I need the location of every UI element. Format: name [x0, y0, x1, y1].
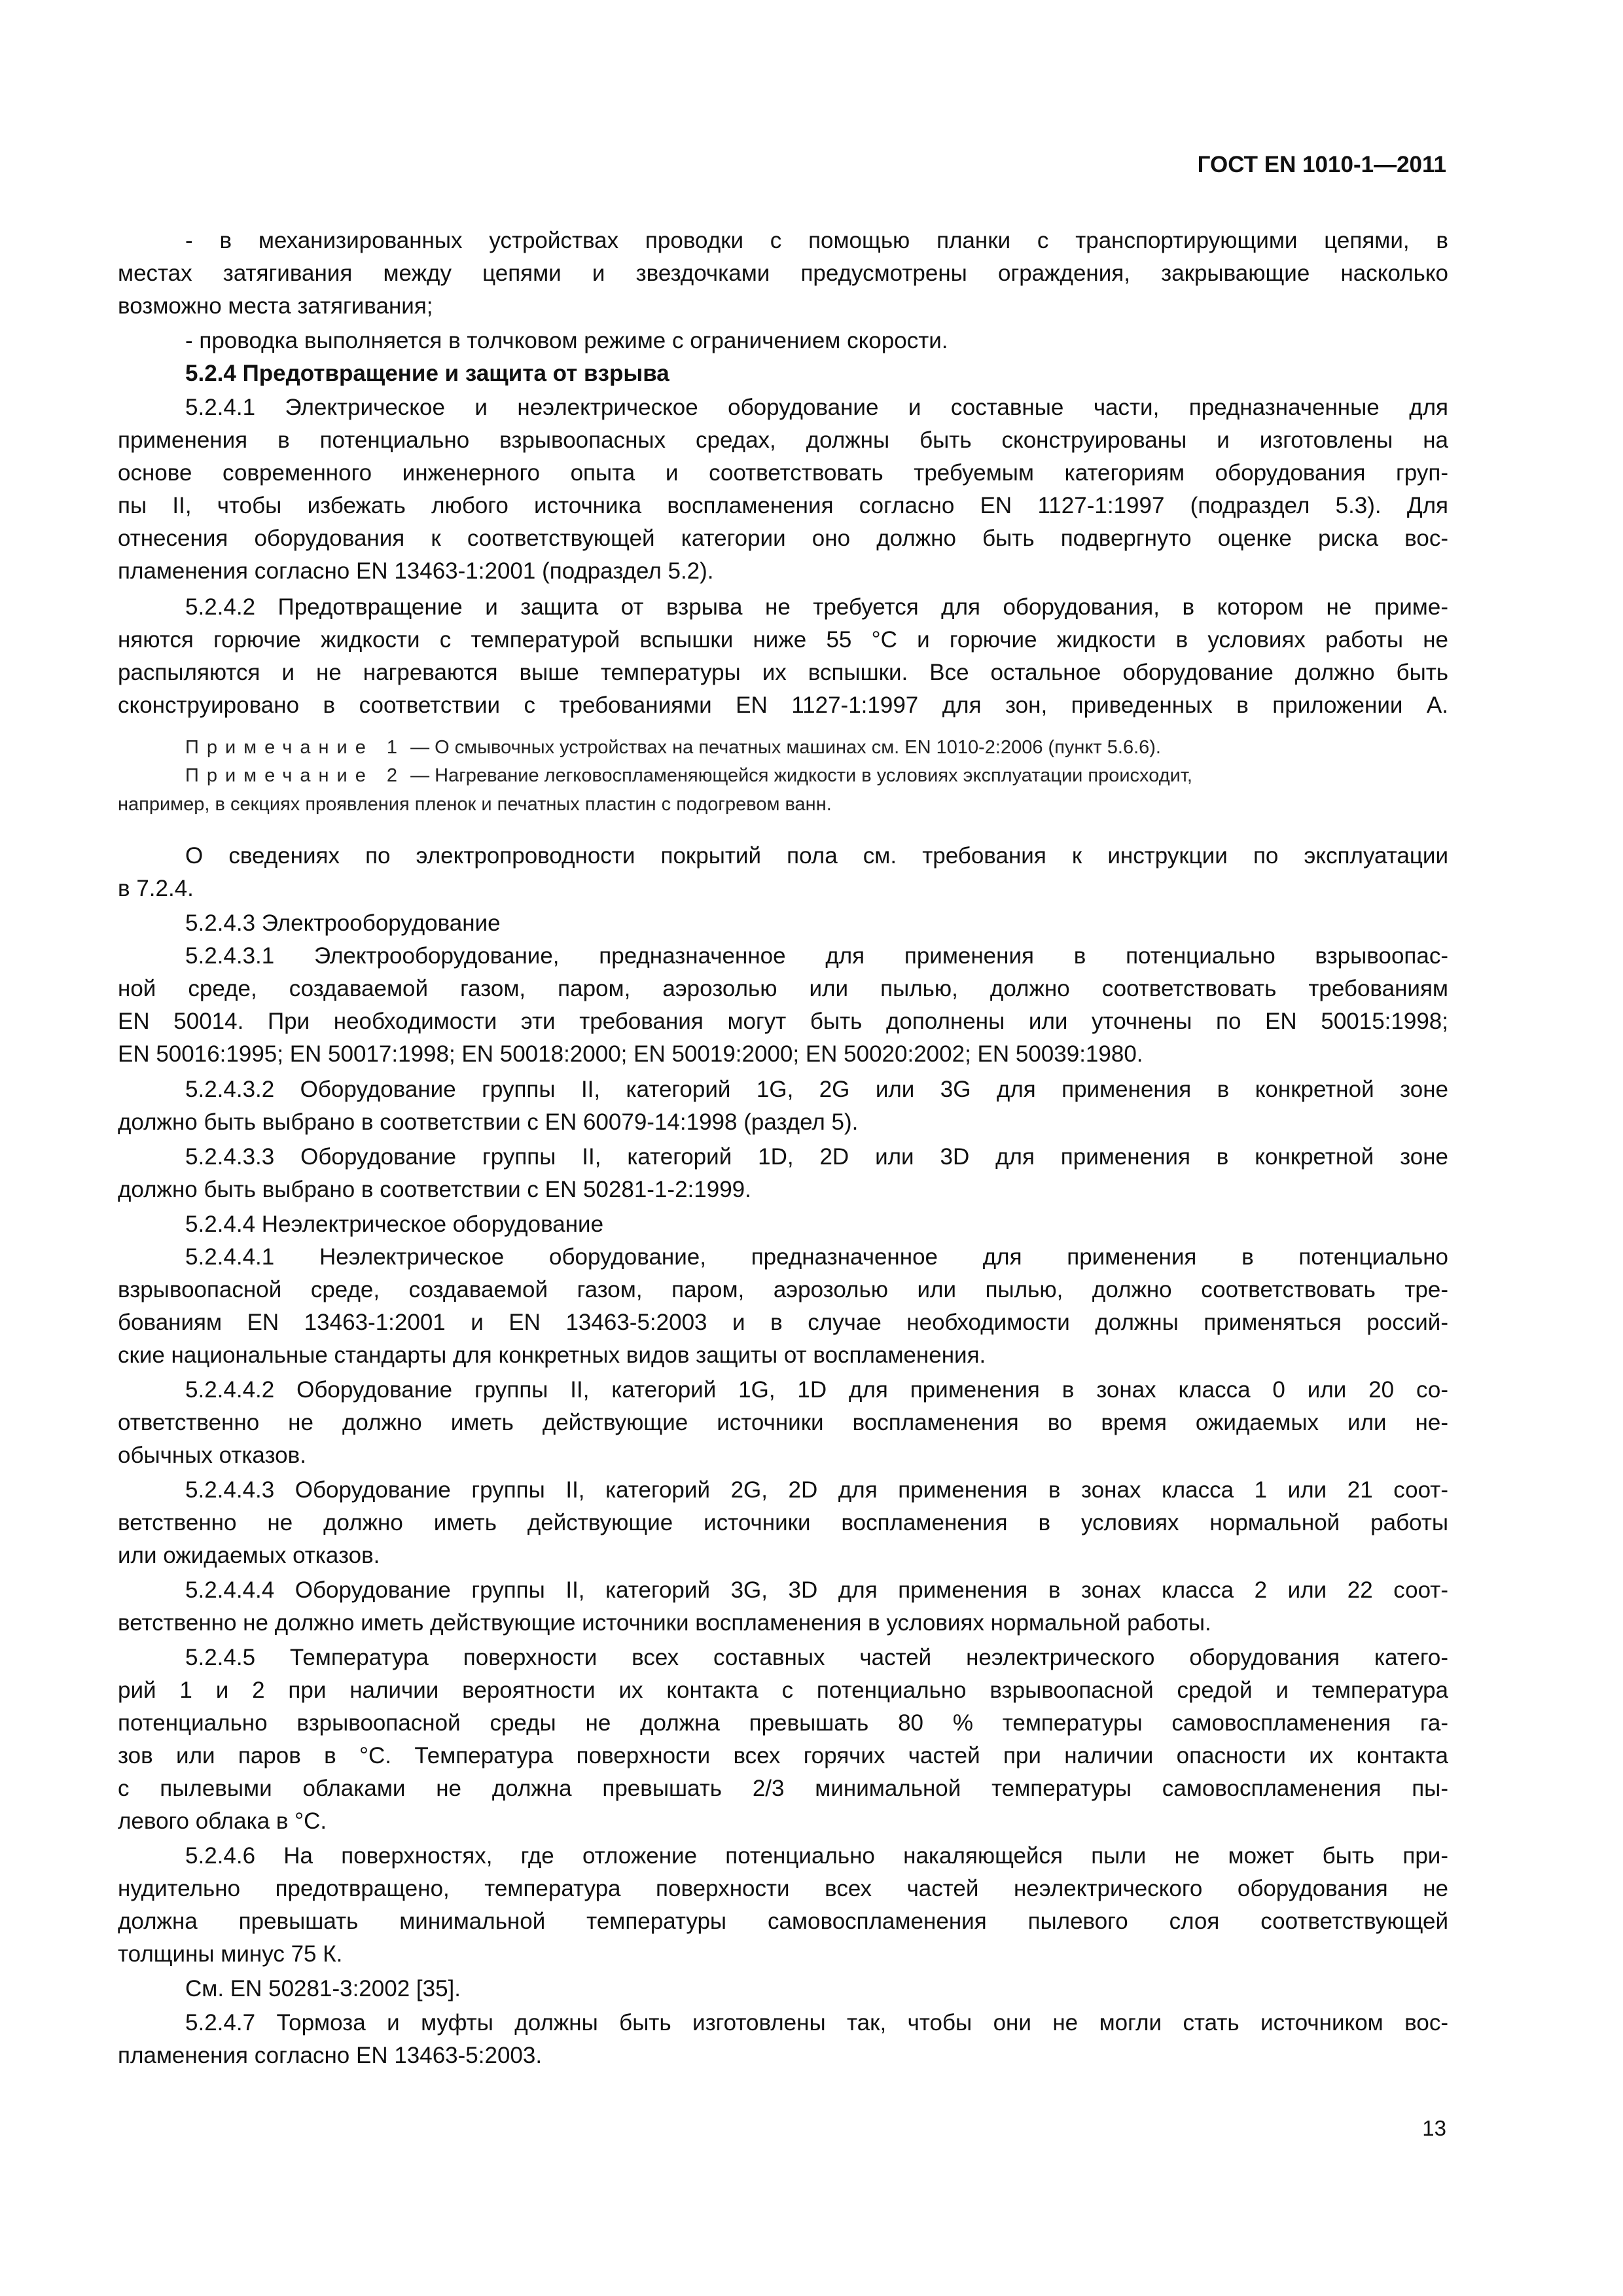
body-line: [0, 1873, 1623, 1905]
body-line-text: 5.2.4.1 Электрическое и неэлектрическое оборудование и составные части, предназначенные для: [185, 395, 1448, 420]
body-line-text: отнесения оборудования к соответствующей категории оно должно быть подвергнуто оценке риска вос-: [118, 526, 1448, 551]
body-line: [0, 1574, 1623, 1607]
body-line: [0, 1938, 1623, 1971]
body-line-text: или ожидаемых отказов.: [118, 1543, 380, 1568]
body-line: [0, 1339, 1623, 1372]
subsection-heading: [0, 907, 1623, 940]
body-line-text: сконструировано в соответствии с требованиями EN 1127-1:1997 для зон, приведенных в приложении А.: [118, 692, 1448, 718]
body-line: [0, 391, 1623, 424]
body-line-text: ветственно не должно иметь действующие источники воспламенения в условиях нормальной работы: [118, 1510, 1448, 1535]
body-line-text: 5.2.4.4.2 Оборудование группы II, категорий 1G, 1D для применения в зонах класса 0 или 20 со-: [185, 1377, 1448, 1403]
body-line: [0, 224, 1623, 257]
note-2-text: — Нагревание легковоспламеняющейся жидкости в условиях эксплуатации происходит,: [405, 764, 1192, 786]
body-line-text: няются горючие жидкости с температурой вспышки ниже 55 °С и горючие жидкости в условиях работы не: [118, 627, 1448, 653]
body-line: [0, 624, 1623, 656]
body-line: [0, 457, 1623, 490]
body-line-text: пламенения согласно EN 13463-5:2003.: [118, 2043, 543, 2068]
body-line-text: должно быть выбрано в соответствии с EN 50281-1-2:1999.: [118, 1177, 751, 1202]
body-line: [0, 940, 1623, 973]
body-line: [0, 872, 1623, 905]
note-1-text: — О смывочных устройствах на печатных машинах см. EN 1010-2:2006 (пункт 5.6.6).: [405, 736, 1161, 758]
body-line: [0, 840, 1623, 872]
note-2-continuation: например, в секциях проявления пленок и печатных пластин с подогревом ванн.: [118, 793, 832, 815]
body-line-text: местах затягивания между цепями и звездочками предусмотрены ограждения, закрывающие насколько: [118, 260, 1448, 286]
body-line-text: 5.2.4.5 Температура поверхности всех составных частей неэлектрического оборудования катего-: [185, 1645, 1448, 1670]
body-line: [0, 1507, 1623, 1539]
body-line: [0, 689, 1623, 722]
body-line-text: в 7.2.4.: [118, 876, 194, 901]
body-line-text: основе современного инженерного опыта и соответствовать требуемым категориям оборудования груп-: [118, 460, 1448, 486]
body-line: [0, 2007, 1623, 2039]
body-line: [0, 973, 1623, 1005]
body-line-text: О сведениях по электропроводности покрытий пола см. требования к инструкции по эксплуатации: [185, 843, 1448, 869]
note-line: [0, 733, 1623, 762]
body-line-text: 5.2.4.6 На поверхностях, где отложение потенциально накаляющейся пыли не может быть при-: [185, 1843, 1448, 1869]
body-line-text: См. EN 50281-3:2002 [35].: [185, 1976, 461, 2001]
document-code-text: ГОСТ EN 1010-1—2011: [1197, 152, 1446, 177]
body-line: [0, 1707, 1623, 1740]
body-line: [0, 1840, 1623, 1873]
body-line: [0, 1772, 1623, 1805]
body-line-text: зов или паров в °С. Температура поверхности всех горячих частей при наличии опасности их контакта: [118, 1743, 1448, 1768]
body-line: [0, 424, 1623, 457]
body-line: [0, 1141, 1623, 1174]
body-line: [0, 591, 1623, 624]
body-line-text: ответственно не должно иметь действующие источники воспламенения во время ожидаемых или не-: [118, 1410, 1448, 1435]
body-line-text: EN 50016:1995; EN 50017:1998; EN 50018:2000; EN 50019:2000; EN 50020:2002; EN 50039:1980.: [118, 1041, 1143, 1067]
body-line-text: 5.2.4.2 Предотвращение и защита от взрыва не требуется для оборудования, в котором не приме-: [185, 594, 1448, 620]
body-line: [0, 1539, 1623, 1572]
body-line-text: EN 50014. При необходимости эти требования могут быть дополнены или уточнены по EN 50015:1998;: [118, 1009, 1448, 1034]
body-line: [0, 1973, 1623, 2005]
body-line-text: 5.2.4.3.1 Электрооборудование, предназначенное для применения в потенциально взрывоопас-: [185, 943, 1448, 969]
body-line-text: 5.2.4.3.2 Оборудование группы II, категорий 1G, 2G или 3G для применения в конкретной зоне: [185, 1077, 1448, 1102]
body-line-text: - проводка выполняется в толчковом режиме с ограничением скорости.: [185, 328, 948, 353]
body-line: [0, 490, 1623, 522]
body-line-text: - в механизированных устройствах проводки с помощью планки с транспортирующими цепями, в: [185, 228, 1448, 253]
section-heading: [0, 357, 1623, 390]
body-line-text: обычных отказов.: [118, 1443, 306, 1468]
body-line-text: рий 1 и 2 при наличии вероятности их контакта с потенциально взрывоопасной средой и температура: [118, 1677, 1448, 1703]
body-line: [0, 1641, 1623, 1674]
body-line-text: должна превышать минимальной температуры самовоспламенения пылевого слоя соответствующей: [118, 1909, 1448, 1934]
body-line-text: возможно места затягивания;: [118, 293, 433, 319]
body-line: [0, 325, 1623, 357]
note-line: [0, 790, 1623, 819]
body-line: [0, 1241, 1623, 1274]
body-line: [0, 290, 1623, 323]
body-line: [0, 1005, 1623, 1038]
note-1: [185, 737, 1161, 759]
body-line: [0, 1607, 1623, 1640]
body-line: [0, 1474, 1623, 1507]
page-number: [0, 2111, 1623, 2145]
body-line-text: потенциально взрывоопасной среды не должна превышать 80 % температуры самовоспламенения га-: [118, 1710, 1448, 1736]
note-1-label: Примечание 1: [185, 736, 406, 758]
body-line-text: 5.2.4.4.1 Неэлектрическое оборудование, предназначенное для применения в потенциально: [185, 1244, 1448, 1270]
body-line: [0, 1106, 1623, 1139]
body-line-text: применения в потенциально взрывоопасных средах, должны быть сконструированы и изготовлены на: [118, 427, 1448, 453]
note-2-label: Примечание 2: [185, 764, 406, 786]
body-line-text: ветственно не должно иметь действующие источники воспламенения в условиях нормальной работы.: [118, 1610, 1211, 1636]
body-line: [0, 1407, 1623, 1439]
subsection-heading-text: 5.2.4.3 Электрооборудование: [185, 910, 501, 936]
document-code-header: [0, 147, 1623, 183]
body-line: [0, 1740, 1623, 1772]
body-line-text: ной среде, создаваемой газом, паром, аэрозолью или пылью, должно соответствовать требованиям: [118, 976, 1448, 1001]
page-number-text: 13: [1422, 2116, 1446, 2140]
body-line: [0, 1374, 1623, 1407]
body-line-text: пы II, чтобы избежать любого источника воспламенения согласно EN 1127-1:1997 (подраздел 5.3). Для: [118, 493, 1448, 518]
body-line-text: левого облака в °С.: [118, 1808, 327, 1834]
body-line: [0, 1073, 1623, 1106]
body-line-text: 5.2.4.4.3 Оборудование группы II, категорий 2G, 2D для применения в зонах класса 1 или 21 соот-: [185, 1477, 1448, 1503]
body-line: [0, 1674, 1623, 1707]
body-line: [0, 1905, 1623, 1938]
body-line: [0, 257, 1623, 290]
subsection-heading: [0, 1208, 1623, 1241]
body-line: [0, 2039, 1623, 2072]
body-line-text: пламенения согласно EN 13463-1:2001 (подраздел 5.2).: [118, 558, 714, 584]
body-line-text: ские национальные стандарты для конкретных видов защиты от воспламенения.: [118, 1342, 986, 1368]
body-line: [0, 1274, 1623, 1306]
body-line-text: распыляются и не нагреваются выше температуры их вспышки. Все остальное оборудование должно быть: [118, 660, 1448, 685]
body-line-text: с пылевыми облаками не должна превышать 2/3 минимальной температуры самовоспламенения пы-: [118, 1776, 1448, 1801]
body-line-text: нудительно предотвращено, температура поверхности всех частей неэлектрического оборудования не: [118, 1876, 1448, 1901]
body-line-text: 5.2.4.4.4 Оборудование группы II, категорий 3G, 3D для применения в зонах класса 2 или 22 соот-: [185, 1577, 1448, 1603]
body-line-text: взрывоопасной среде, создаваемой газом, паром, аэрозолью или пылью, должно соответствовать тре-: [118, 1277, 1448, 1302]
note-line: [0, 761, 1623, 790]
body-line: [0, 522, 1623, 555]
body-line: [0, 1805, 1623, 1838]
section-heading-text: 5.2.4 Предотвращение и защита от взрыва: [185, 361, 669, 386]
body-line: [0, 656, 1623, 689]
body-line-text: толщины минус 75 К.: [118, 1941, 343, 1967]
body-line: [0, 1174, 1623, 1206]
body-line-text: 5.2.4.7 Тормоза и муфты должны быть изготовлены так, чтобы они не могли стать источником вос-: [185, 2010, 1448, 2036]
body-line: [0, 555, 1623, 588]
body-line-text: 5.2.4.3.3 Оборудование группы II, категорий 1D, 2D или 3D для применения в конкретной зоне: [185, 1144, 1448, 1170]
body-line: [0, 1439, 1623, 1472]
body-line: [0, 1306, 1623, 1339]
body-line-text: должно быть выбрано в соответствии с EN 60079-14:1998 (раздел 5).: [118, 1109, 859, 1135]
body-line: [0, 1038, 1623, 1071]
subsection-heading-text: 5.2.4.4 Неэлектрическое оборудование: [185, 1211, 604, 1237]
note-2: [185, 765, 1192, 787]
body-line-text: бованиям EN 13463-1:2001 и EN 13463-5:2003 и в случае необходимости должны применяться россий-: [118, 1310, 1448, 1335]
